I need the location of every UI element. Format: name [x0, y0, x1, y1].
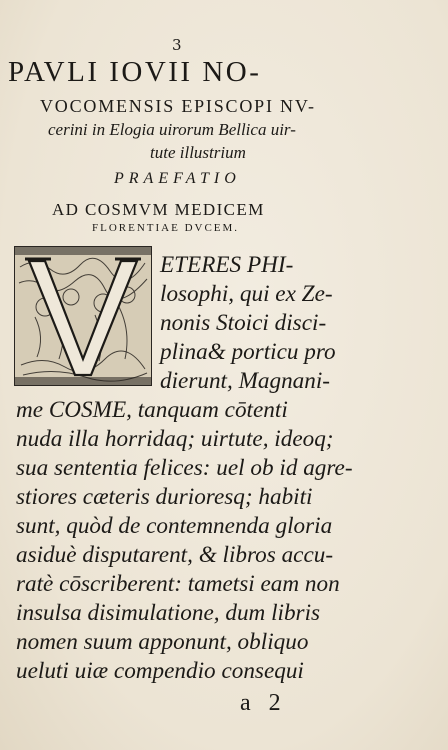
body-line-2: losophi, qui ex Ze-: [160, 281, 333, 307]
body-line-14: nomen suum apponunt, obliquo: [16, 629, 309, 655]
body-line-15: ueluti uiæ compendio consequi: [16, 658, 304, 684]
body-line-12: ratè cōscriberent: tametsi eam non: [16, 571, 340, 597]
title-line-3: cerini in Elogia uirorum Bellica uir-: [48, 120, 296, 139]
body-line-8: sua sententia felices: uel ob id agre-: [16, 455, 353, 481]
body-line-5: dierunt, Magnani-: [160, 368, 331, 394]
body-line-10: sunt, quòd de contemnenda gloria: [16, 513, 333, 539]
title-line-1: PAVLI IOVII NO-: [8, 56, 262, 88]
dedication-line-2: FLORENTIAE DVCEM.: [92, 222, 240, 234]
body-line-6: me COSME, tanquam cōtenti: [16, 397, 288, 423]
title-line-4: tute illustrium: [150, 143, 246, 162]
body-line-1: ETERES PHI-: [160, 252, 294, 278]
body-line-9: stiores cæteris durioresq; habiti: [16, 484, 313, 510]
body-line-13: insulsa disimulatione, dum libris: [16, 600, 321, 626]
woodcut-illustration: [15, 247, 151, 385]
body-line-3: nonis Stoici disci-: [160, 310, 327, 336]
woodcut-initial-v: [14, 246, 152, 386]
signature-mark: a 2: [240, 690, 287, 716]
body-line-7: nuda illa horridaq; uirtute, ideoq;: [16, 426, 334, 452]
page-number: 3: [172, 36, 182, 54]
dedication-line-1: AD COSMVM MEDICEM: [52, 200, 265, 219]
body-line-11: asiduè disputarent, & libros accu-: [16, 542, 334, 568]
praefatio-heading: PRAEFATIO: [114, 170, 241, 187]
title-line-2: VOCOMENSIS EPISCOPI NV-: [40, 96, 316, 116]
body-line-4: plina& porticu pro: [160, 339, 336, 365]
